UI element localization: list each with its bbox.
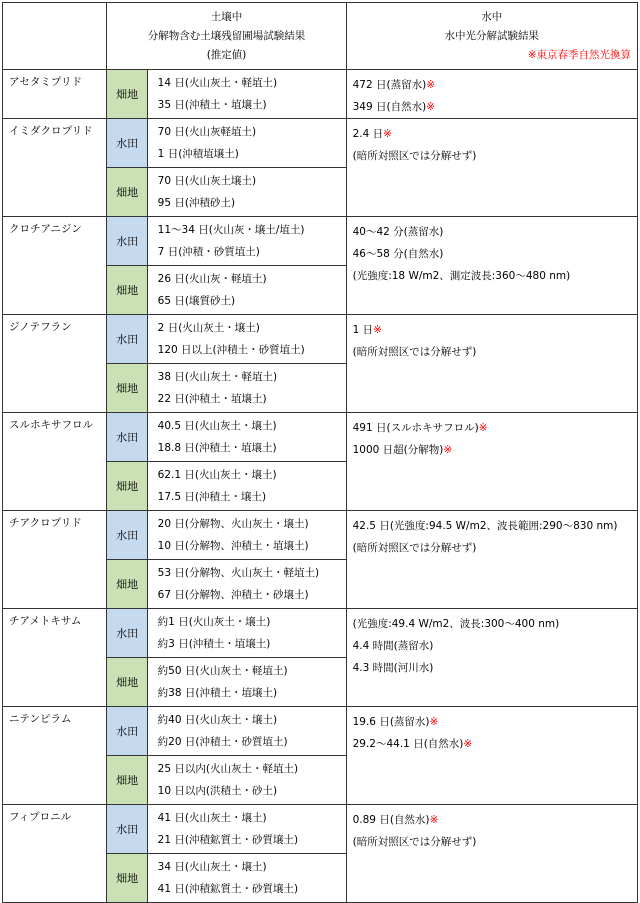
soil-result-cell (147, 70, 346, 119)
soil-result-line: 53 日(分解物、火山灰土・軽埴土) (157, 567, 320, 579)
water-result-text: 29.2～44.1 日(自然水) (352, 738, 464, 750)
water-result-text: 19.6 日(蒸留水) (352, 716, 430, 728)
soil-result-line: 95 日(沖積砂土) (157, 197, 236, 209)
upland-label: 畑地 (107, 658, 147, 707)
upland-label: 畑地 (107, 168, 147, 217)
soil-result-cell (147, 854, 346, 903)
table-row (3, 217, 638, 266)
water-result-line (353, 439, 637, 461)
natural-light-mark: ※ (443, 444, 453, 456)
soil-result-line: 約40 日(火山灰土・壌土) (157, 714, 278, 726)
water-result-line (353, 515, 637, 537)
water-result-text: 4.4 時間(蒸留水) (352, 640, 434, 652)
water-result-line (353, 613, 637, 635)
water-result-line (353, 537, 637, 559)
soil-result-line: 120 日以上(沖積土・砂質埴土) (157, 344, 305, 356)
paddy-label: 水田 (107, 609, 147, 658)
water-result-text: (暗所対照区では分解せず) (352, 346, 477, 358)
water-result-line (353, 341, 637, 363)
compound-name: クロチアニジン (3, 217, 107, 315)
upland-label: 畑地 (107, 266, 147, 315)
water-result-line (353, 123, 637, 145)
soil-result-line: 18.8 日(沖積土・埴壌土) (157, 442, 277, 454)
natural-light-mark: ※ (426, 79, 435, 91)
paddy-label: 水田 (107, 413, 147, 462)
table-row (3, 119, 638, 168)
soil-result-line: 35 日(沖積土・埴壌土) (157, 99, 267, 111)
water-result-text: 472 日(蒸留水) (352, 79, 427, 91)
table-row (3, 70, 638, 119)
soil-result-line: 10 日(分解物、沖積土・埴壌土) (157, 540, 309, 552)
paddy-label: 水田 (107, 119, 147, 168)
water-result-cell (346, 70, 637, 119)
water-result-cell (346, 511, 637, 609)
soil-result-cell (147, 364, 346, 413)
soil-title: 土壌中 (210, 10, 243, 23)
water-result-line (353, 145, 637, 167)
water-result-cell (346, 119, 637, 217)
water-result-line (353, 96, 637, 118)
water-result-line (353, 657, 637, 679)
water-result-text: 349 日(自然水) (352, 101, 427, 113)
soil-result-line: 34 日(火山灰土・壌土) (157, 861, 267, 873)
water-result-text: 42.5 日(光強度:94.5 W/m2、波長範囲:290～830 nm) (352, 520, 618, 532)
water-result-line (353, 74, 637, 96)
soil-result-line: 21 日(沖積鉱質土・砂質壌土) (157, 834, 299, 846)
compound-name: フィプロニル (3, 805, 107, 903)
water-header (346, 3, 637, 70)
header-blank-cell (3, 3, 107, 70)
natural-light-mark: ※ (478, 422, 488, 434)
soil-result-cell (147, 168, 346, 217)
compound-name: スルホキサフロル (3, 413, 107, 511)
paddy-label: 水田 (107, 315, 147, 364)
natural-light-mark: ※ (426, 101, 435, 113)
water-result-line (353, 319, 637, 341)
soil-result-line: 20 日(分解物、火山灰土・壌土) (157, 518, 309, 530)
soil-result-line: 14 日(火山灰土・軽埴土) (157, 77, 278, 89)
soil-result-line: 11～34 日(火山灰・壌土/埴土) (157, 224, 305, 236)
natural-light-mark: ※ (429, 716, 439, 728)
water-result-cell (346, 413, 637, 511)
water-note: ※東京春季自然光換算 (527, 48, 631, 61)
table-row (3, 805, 638, 854)
soil-result-line: 約3 日(沖積土・埴壌土) (157, 638, 271, 650)
water-result-line (353, 635, 637, 657)
soil-result-line: 17.5 日(沖積土・壌土) (157, 491, 267, 503)
soil-subtitle: 分解物含む土壌残留圃場試験結果 (147, 29, 306, 42)
water-title: 水中 (481, 10, 503, 23)
table-row (3, 609, 638, 658)
soil-result-line: 約50 日(火山灰土・軽埴土) (157, 665, 288, 677)
water-result-text: (光強度:18 W/m2、測定波長:360～480 nm) (352, 270, 571, 282)
compound-name: ニテンピラム (3, 707, 107, 805)
soil-header (107, 3, 346, 70)
soil-result-line: 41 日(火山灰土・壌土) (157, 812, 267, 824)
compound-name: ジノテフラン (3, 315, 107, 413)
soil-result-cell (147, 756, 346, 805)
compound-name: チアクロプリド (3, 511, 107, 609)
water-result-cell (346, 315, 637, 413)
soil-result-cell (147, 609, 346, 658)
table-row (3, 707, 638, 756)
upland-label: 畑地 (107, 70, 147, 119)
soil-result-line: 約20 日(沖積土・砂質埴土) (157, 736, 288, 748)
compound-name: アセタミプリド (3, 70, 107, 119)
water-result-line (353, 221, 637, 243)
water-result-text: 491 日(スルホキサフロル) (352, 422, 479, 434)
water-result-line (353, 733, 637, 755)
water-result-text: 40～42 分(蒸留水) (352, 226, 444, 238)
natural-light-mark: ※ (463, 738, 473, 750)
soil-result-line: 1 日(沖積埴壌土) (157, 148, 239, 160)
water-result-line (353, 831, 637, 853)
soil-result-line: 2 日(火山灰土・壌土) (157, 322, 260, 334)
soil-result-line: 70 日(火山灰軽埴土) (157, 126, 257, 138)
water-result-text: (暗所対照区では分解せず) (352, 150, 477, 162)
compound-name: チアメトキサム (3, 609, 107, 707)
upland-label: 畑地 (107, 462, 147, 511)
natural-light-mark: ※ (429, 814, 439, 826)
table-body (3, 70, 638, 903)
water-result-cell (346, 609, 637, 707)
water-result-line (353, 809, 637, 831)
water-result-cell (346, 707, 637, 805)
soil-result-line: 62.1 日(火山灰土・壌土) (157, 469, 277, 481)
water-result-text: 0.89 日(自然水) (352, 814, 430, 826)
upland-label: 畑地 (107, 364, 147, 413)
water-result-text: 2.4 日 (352, 128, 384, 140)
soil-result-line: 10 日以内(洪積土・砂土) (157, 785, 278, 797)
water-result-text: (光強度:49.4 W/m2、波長:300～400 nm) (352, 618, 560, 630)
water-result-text: (暗所対照区では分解せず) (352, 836, 477, 848)
water-result-text: 1000 日超(分解物) (352, 444, 444, 456)
soil-result-cell (147, 119, 346, 168)
soil-result-line: 25 日以内(火山灰土・軽埴土) (157, 763, 299, 775)
water-result-cell (346, 805, 637, 903)
soil-result-cell (147, 560, 346, 609)
paddy-label: 水田 (107, 805, 147, 854)
soil-result-cell (147, 511, 346, 560)
paddy-label: 水田 (107, 511, 147, 560)
soil-result-cell (147, 413, 346, 462)
soil-result-line: 22 日(沖積土・埴壌土) (157, 393, 267, 405)
water-result-line (353, 711, 637, 733)
water-result-text: 46～58 分(自然水) (352, 248, 444, 260)
soil-result-line: 70 日(火山灰土壌土) (157, 175, 257, 187)
soil-result-cell (147, 707, 346, 756)
soil-result-line: 38 日(火山灰土・軽埴土) (157, 371, 278, 383)
table-row (3, 511, 638, 560)
water-result-line (353, 417, 637, 439)
natural-light-mark: ※ (373, 324, 382, 336)
compound-name: イミダクロプリド (3, 119, 107, 217)
soil-result-cell (147, 805, 346, 854)
water-result-line (353, 265, 637, 287)
paddy-label: 水田 (107, 707, 147, 756)
upland-label: 畑地 (107, 854, 147, 903)
soil-result-line: 約38 日(沖積土・埴壌土) (157, 687, 278, 699)
water-result-text: 4.3 時間(河川水) (352, 662, 434, 674)
natural-light-mark: ※ (383, 128, 392, 140)
soil-result-cell (147, 217, 346, 266)
paddy-label: 水田 (107, 217, 147, 266)
water-result-text: 1 日 (352, 324, 374, 336)
water-subtitle: 水中光分解試験結果 (444, 29, 540, 42)
soil-result-line: 約1 日(火山灰土・壌土) (157, 616, 271, 628)
table-header-row (3, 3, 638, 70)
soil-result-line: 26 日(火山灰・軽埴土) (157, 273, 267, 285)
soil-result-line: 67 日(分解物、沖積土・砂壌土) (157, 589, 309, 601)
soil-result-cell (147, 462, 346, 511)
degradation-results-table (2, 2, 638, 903)
soil-result-line: 7 日(沖積・砂質埴土) (157, 246, 260, 258)
table-row (3, 413, 638, 462)
water-result-line (353, 243, 637, 265)
soil-result-line: 41 日(沖積鉱質土・砂質壌土) (157, 883, 299, 895)
table-row (3, 315, 638, 364)
soil-note: (推定値) (206, 48, 247, 61)
upland-label: 畑地 (107, 560, 147, 609)
soil-result-cell (147, 315, 346, 364)
upland-label: 畑地 (107, 756, 147, 805)
soil-result-line: 40.5 日(火山灰土・壌土) (157, 420, 277, 432)
soil-result-line: 65 日(壌質砂土) (157, 295, 236, 307)
water-result-cell (346, 217, 637, 315)
soil-result-cell (147, 266, 346, 315)
soil-result-cell (147, 658, 346, 707)
water-result-text: (暗所対照区では分解せず) (352, 542, 477, 554)
